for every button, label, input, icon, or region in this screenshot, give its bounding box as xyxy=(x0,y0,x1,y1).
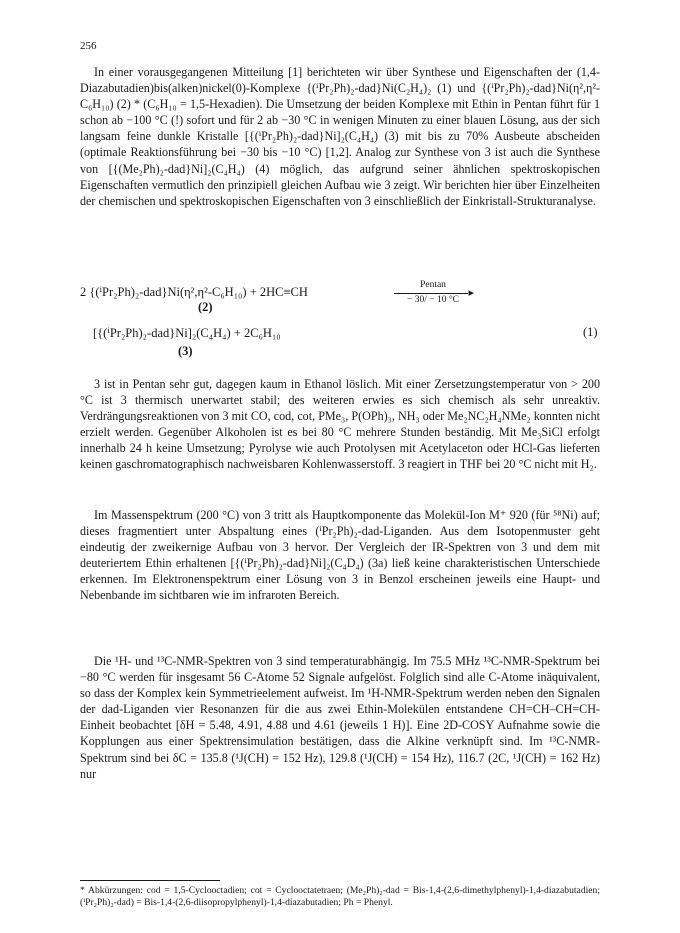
equation-products: [{(ⁱPr₂Ph)₂-dad}Ni]₂(C₄H₄) + 2C₆H₁₀ xyxy=(93,326,281,340)
spectra-paragraph: Im Massenspektrum (200 °C) von 3 tritt als Hauptkomponente das Molekül-Ion M⁺ 920 (für ⁵⁸Ni) auf; dieses fragmentiert unter Abspaltung eines (ⁱPr₂Ph)₂-dad-Liganden. Aus dem Isotopenmuster geht eindeutig der zweikernige Aufbau von 3 hervor. Der Vergleich der IR-Spektren von 3 und dem mit deuteriertem Ethin erhaltenen [{(ⁱPr₂Ph)₂-dad}Ni]₂(C₄D₄) (3a) ließ keine charakteristischen Unterschiede erkennen. Im Elektronenspektrum einer Lösung von 3 in Benzol erscheinen jeweils eine Haupt- und Nebenbande im sichtbaren wie im infraroten Bereich. xyxy=(80,508,600,603)
intro-paragraph: In einer vorausgegangenen Mitteilung [1] berichteten wir über Synthese und Eigenschaften der (1,4-Diazabutadien)bis(alken)nickel(0)-Komplexe {(ⁱPr₂Ph)₂-dad}Ni(C₂H₄)₂ (1) und {(ⁱPr₂Ph)₂-dad}Ni(η²,η²-C₆H₁₀) (2) * (C₆H₁₀ = 1,5-Hexadien). Die Umsetzung der beiden Komplexe mit Ethin in Pentan führt für 1 schon ab −100 °C (!) sofort und für 2 ab −30 °C in wenigen Minuten zu einer blauen Lösung, aus der sich langsam feine dunkle Kristalle [{(ⁱPr₂Ph)₂-dad}Ni]₂(C₄H₄) (3) mit bis zu 70% Ausbeute abscheiden (optimale Reaktionsführung bei −30 bis −10 °C) [1,2]. Analog zur Synthese von 3 ist auch die Synthese von [{(Me₂Ph)₂-dad}Ni]₂(C₄H₄) (4) möglich, das aufgrund seiner ähnlichen spektroskopischen Eigenschaften vermutlich den prinzipiell gleichen Aufbau wie 3 zeigt. Wir berichten hier über Einzelheiten der chemischen und spektroskopischen Eigenschaften von 3 einschließlich der Einkristall-Strukturanalyse. xyxy=(80,65,600,208)
equation-reactants: 2 {(ⁱPr₂Ph)₂-dad}Ni(η²,η²-C₆H₁₀) + 2HC≡CH xyxy=(80,285,308,299)
reactivity-paragraph: 3 ist in Pentan sehr gut, dagegen kaum in Ethanol löslich. Mit einer Zersetzungstemperatur von > 200 °C ist 3 thermisch unerwartet stabil; des weiteren erwies es sich chemisch als sehr unreaktiv. Verdrängungsreaktionen von 3 mit CO, cod, cot, PMe₃, P(OPh)₃, NH₃ oder Me₂NC₂H₄NMe₂ konnten nicht erzielt werden. Gegenüber Alkoholen ist es bei 80 °C mehrere Stunden beständig. Mit Me₃SiCl erfolgt innerhalb 24 h keine Umsetzung; Pyrolyse wie auch Protolysen mit Acetylaceton oder HCl-Gas lieferten keinen gaschromatographisch nachweisbaren Kohlenwasserstoff. 3 reagiert in THF bei 20 °C nicht mit H₂. xyxy=(80,377,600,472)
arrow-head-icon: ▸ xyxy=(468,287,474,299)
reaction-arrow xyxy=(390,280,476,306)
equation-number: (1) xyxy=(583,325,598,339)
nmr-paragraph: Die ¹H- und ¹³C-NMR-Spektren von 3 sind temperaturabhängig. Im 75.5 MHz ¹³C-NMR-Spektrum bei −80 °C werden für insgesamt 56 C-Atome 52 Signale aufgelöst. Folglich sind alle C-Atome inäquivalent, so dass der Komplex kein Symmetrieelement aufweist. Im ¹H-NMR-Spektrum werden neben den Signalen der dad-Liganden vier Resonanzen für die aus zwei Ethin-Molekülen entstandene CH=CH–CH=CH-Einheit beobachtet [δH = 5.48, 4.91, 4.88 und 4.61 (jeweils 1 H)]. Eine 2D-COSY Aufnahme sowie die Kopplungen aus einer Spektrensimulation bestätigen, dass die Alkine verknüpft sind. Im ¹³C-NMR-Spektrum sind bei δC = 135.8 (¹J(CH) = 152 Hz), 129.8 (¹J(CH) = 154 Hz), 116.7 (2C, ¹J(CH) = 162 Hz) nur xyxy=(80,654,600,781)
footnote-abbreviations: * Abkürzungen: cod = 1,5-Cyclooctadien; cot = Cyclooctatetraen; (Me₂Ph)₂-dad = Bis-1,4-(2,6-dimethylphenyl)-1,4-diazabutadien; (ⁱPr₂Ph)₂-dad) = Bis-1,4-(2,6-diisopropylphenyl)-1,4-diazabutadien; Ph = Phenyl. xyxy=(80,885,600,909)
arrow-solvent-label: Pentan xyxy=(420,280,446,290)
arrow-temperature-label: − 30/ − 10 °C xyxy=(407,295,459,305)
arrow-shaft xyxy=(394,293,468,294)
equation-label-2: (2) xyxy=(198,300,213,314)
equation-label-3: (3) xyxy=(178,344,193,358)
footnote-rule xyxy=(80,880,220,881)
page-number: 256 xyxy=(80,40,97,52)
